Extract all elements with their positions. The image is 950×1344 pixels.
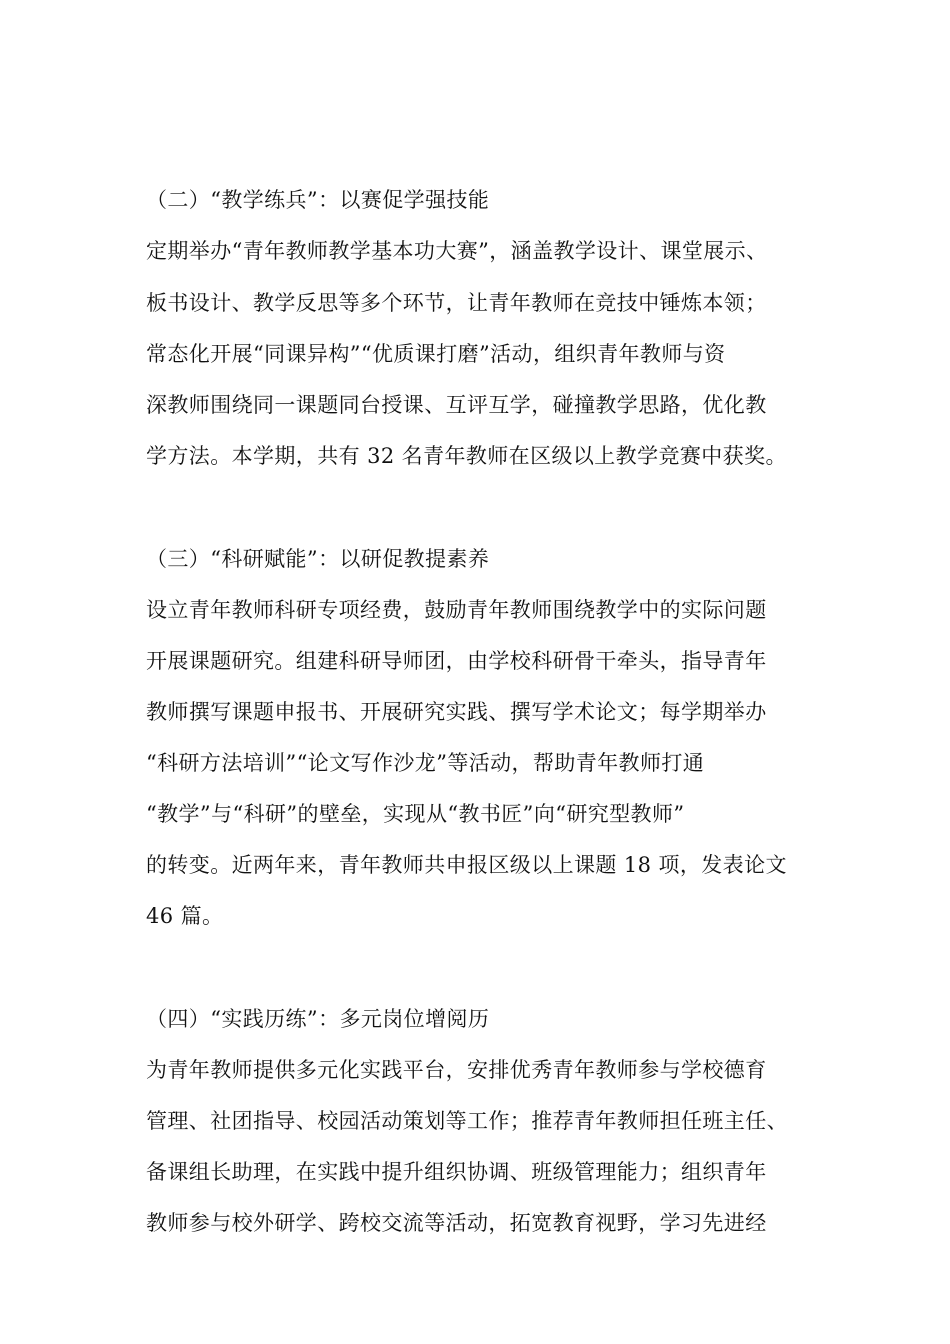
paragraph-line: 备课组长助理，在实践中提升组织协调、班级管理能力；组织青年 (146, 1160, 767, 1184)
paragraph-line: 学方法。本学期，共有 32 名青年教师在区级以上教学竞赛中获奖。 (146, 444, 787, 468)
paragraph-line: 定期举办“青年教师教学基本功大赛”，涵盖教学设计、课堂展示、 (146, 239, 768, 263)
paragraph-line: 为青年教师提供多元化实践平台，安排优秀青年教师参与学校德育 (146, 1058, 767, 1082)
paragraph-line: 管理、社团指导、校园活动策划等工作；推荐青年教师担任班主任、 (146, 1109, 788, 1133)
section-heading-3: （三）“科研赋能”：以研促教提素养 (146, 547, 490, 571)
paragraph-line: 教师撰写课题申报书、开展研究实践、撰写学术论文；每学期举办 (146, 700, 767, 724)
paragraph-line: “科研方法培训”“论文写作沙龙”等活动，帮助青年教师打通 (146, 751, 705, 775)
section-heading-2: （二）“教学练兵”：以赛促学强技能 (146, 188, 490, 212)
paragraph-line: 板书设计、教学反思等多个环节，让青年教师在竞技中锤炼本领； (146, 291, 767, 315)
paragraph-line: 的转变。近两年来，青年教师共申报区级以上课题 18 项，发表论文 (146, 853, 787, 877)
paragraph-line: 教师参与校外研学、跨校交流等活动，拓宽教育视野，学习先进经 (146, 1211, 767, 1235)
paragraph-line: 设立青年教师科研专项经费，鼓励青年教师围绕教学中的实际问题 (146, 598, 767, 622)
section-heading-4: （四）“实践历练”：多元岗位增阅历 (146, 1007, 490, 1031)
paragraph-line: 开展课题研究。组建科研导师团，由学校科研骨干牵头，指导青年 (146, 649, 767, 673)
paragraph-line: 46 篇。 (146, 904, 224, 928)
paragraph-line: “教学”与“科研”的壁垒，实现从“教书匠”向“研究型教师” (146, 802, 685, 826)
paragraph-line: 常态化开展“同课异构”“优质课打磨”活动，组织青年教师与资 (146, 342, 726, 366)
paragraph-line: 深教师围绕同一课题同台授课、互评互学，碰撞教学思路，优化教 (146, 393, 767, 417)
